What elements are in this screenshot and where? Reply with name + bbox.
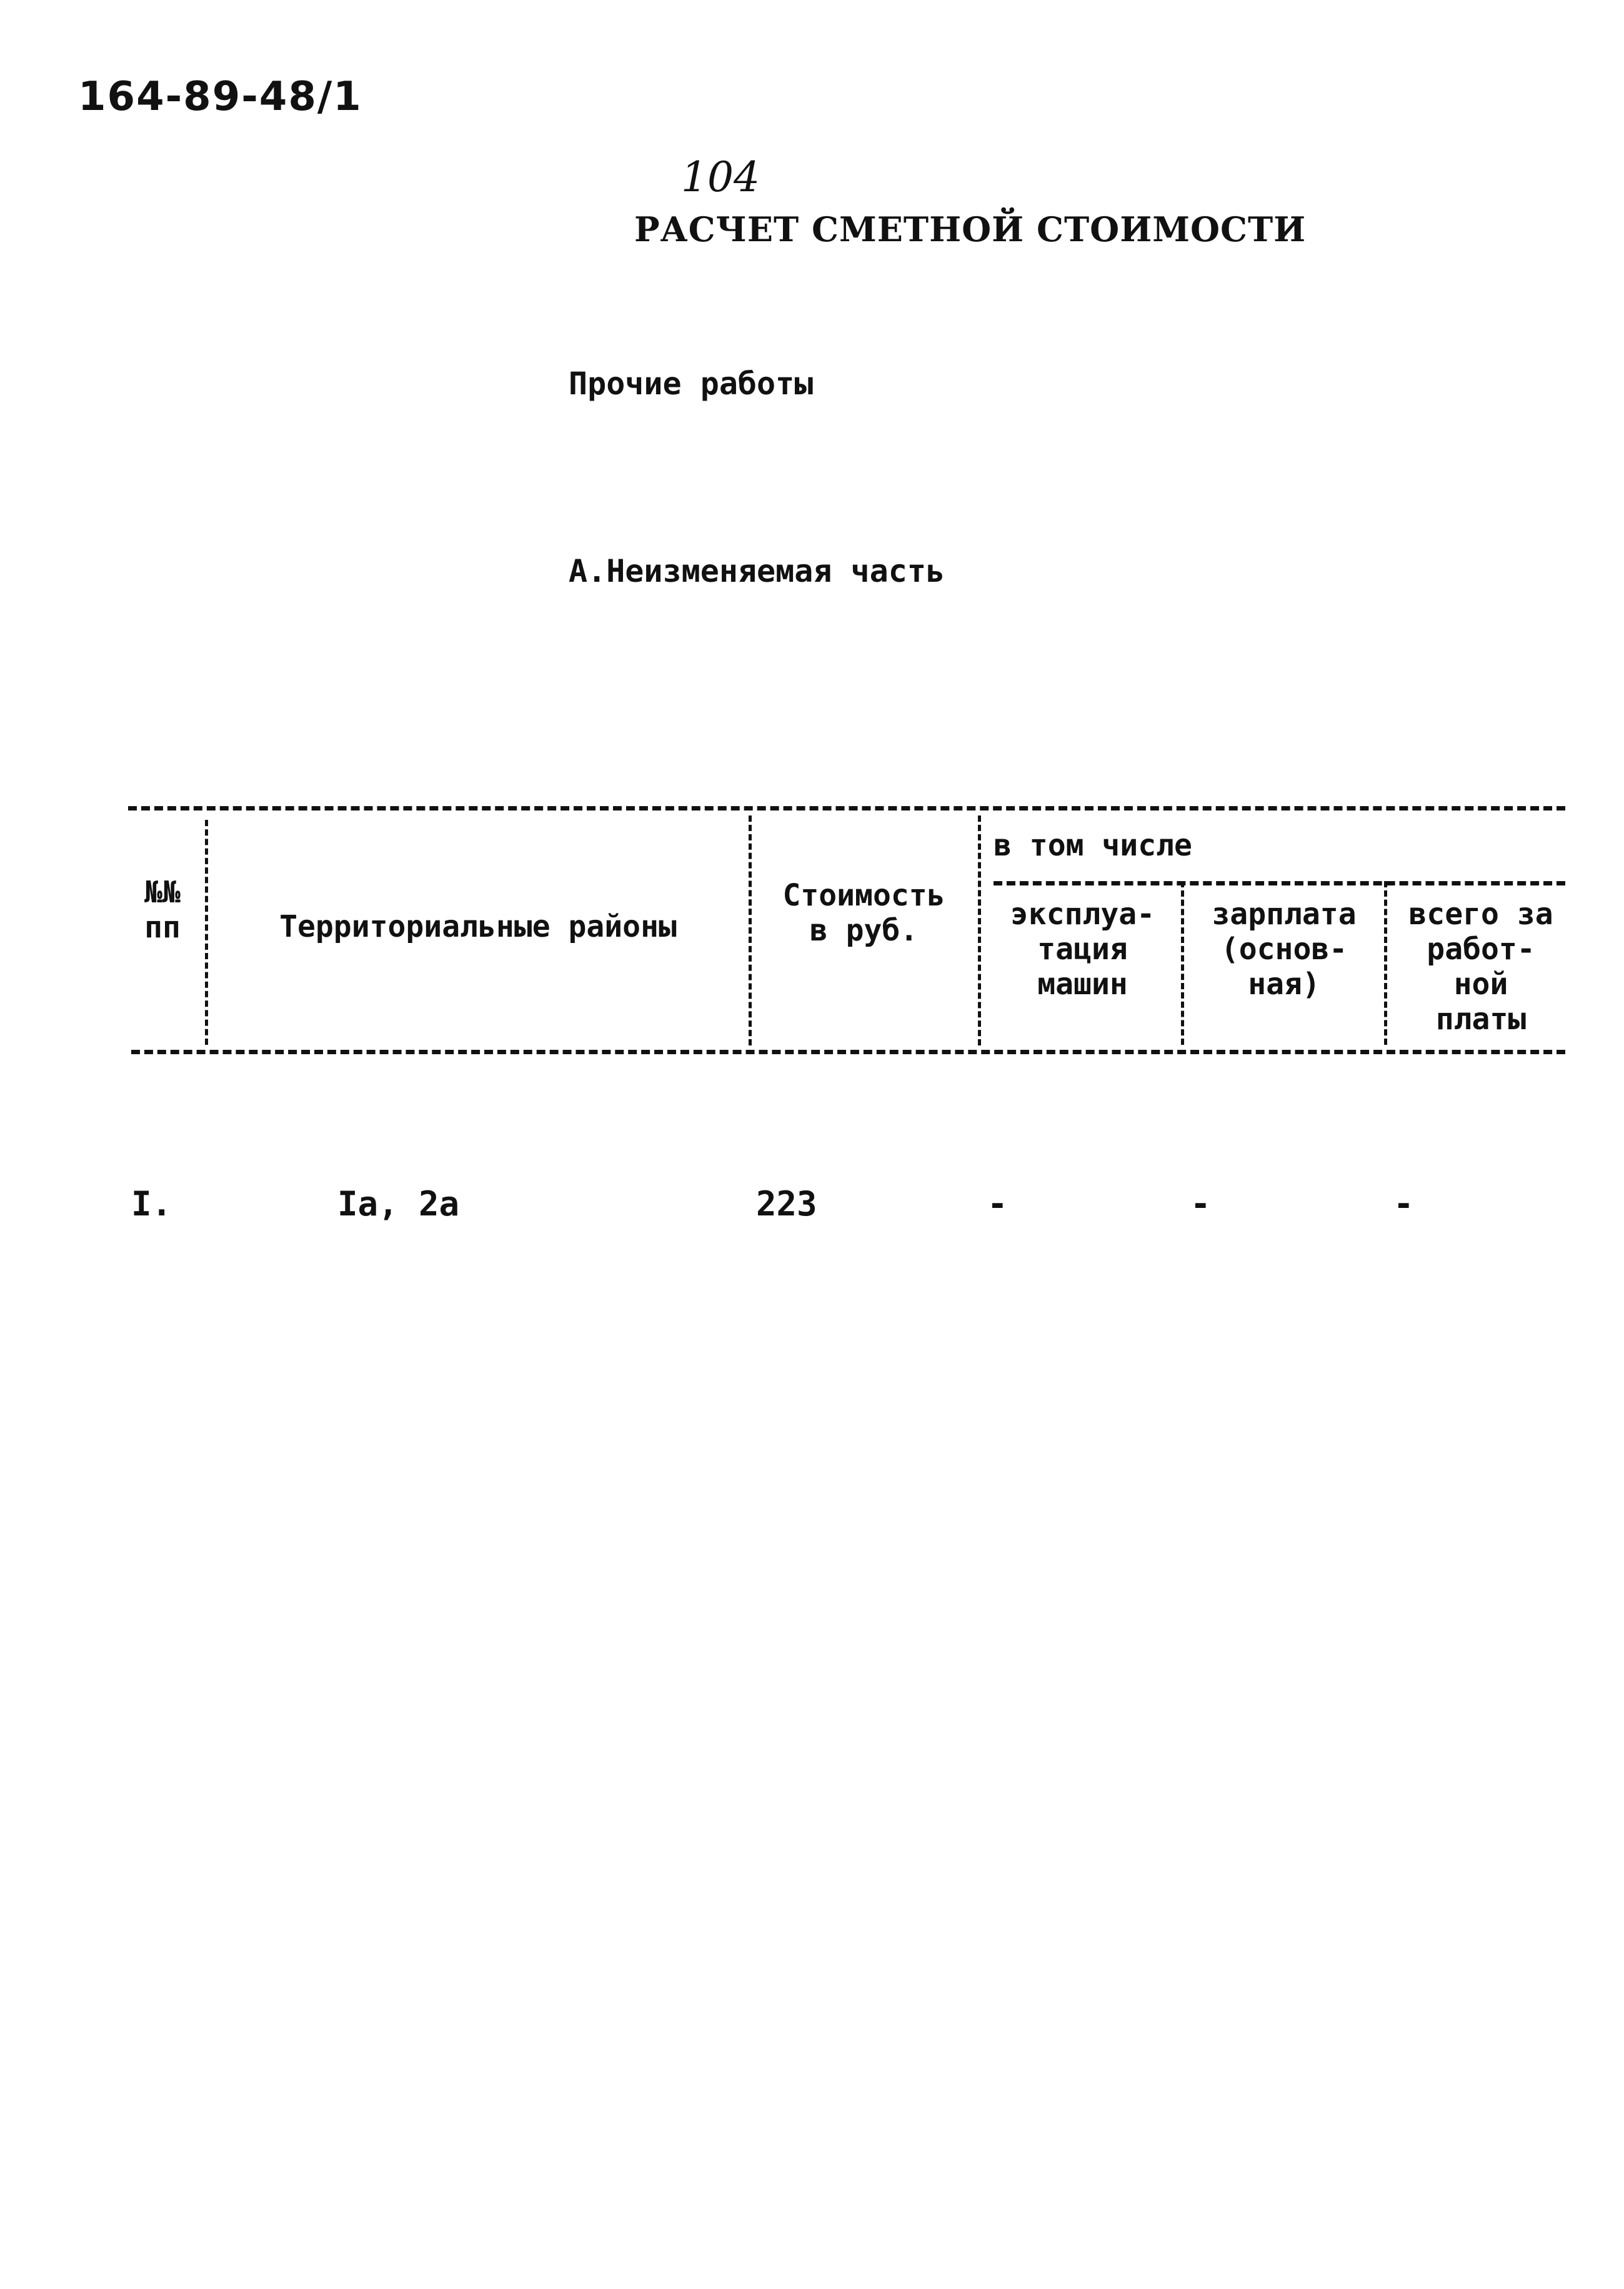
column-divider [749, 815, 752, 1045]
column-header-number: №№ пп [144, 875, 181, 945]
table-header-bottom-rule [131, 1050, 1565, 1054]
cell-machines: - [987, 1184, 1008, 1224]
cell-number: I. [131, 1184, 172, 1224]
column-header-region: Территориальные районы [279, 909, 677, 944]
column-header-machines: эксплуа- тация машин [1010, 897, 1155, 1002]
page-title: РАСЧЕТ СМЕТНОЙ СТОИМОСТИ [634, 209, 1307, 249]
column-header-including: в том числе [994, 828, 1192, 863]
cell-cost: 223 [756, 1184, 817, 1224]
cell-wages: - [1190, 1184, 1211, 1224]
column-header-total-wages: всего за работ- ной платы [1408, 897, 1553, 1037]
subheader-rule [994, 881, 1565, 885]
page-number: 104 [681, 153, 760, 201]
column-divider [1384, 881, 1387, 1045]
cell-region: Iа, 2а [337, 1184, 460, 1224]
document-code: 164-89-48/1 [78, 74, 362, 120]
column-header-cost: Стоимость в руб. [782, 878, 945, 948]
column-divider [205, 820, 208, 1045]
table-top-rule [128, 806, 1565, 810]
cell-total-wages: - [1393, 1184, 1414, 1224]
work-type-heading: Прочие работы [569, 366, 814, 402]
section-heading: А.Неизменяемая часть [569, 553, 945, 589]
column-divider [978, 815, 981, 1045]
column-divider [1181, 881, 1184, 1045]
column-header-wages: зарплата (основ- ная) [1212, 897, 1357, 1002]
